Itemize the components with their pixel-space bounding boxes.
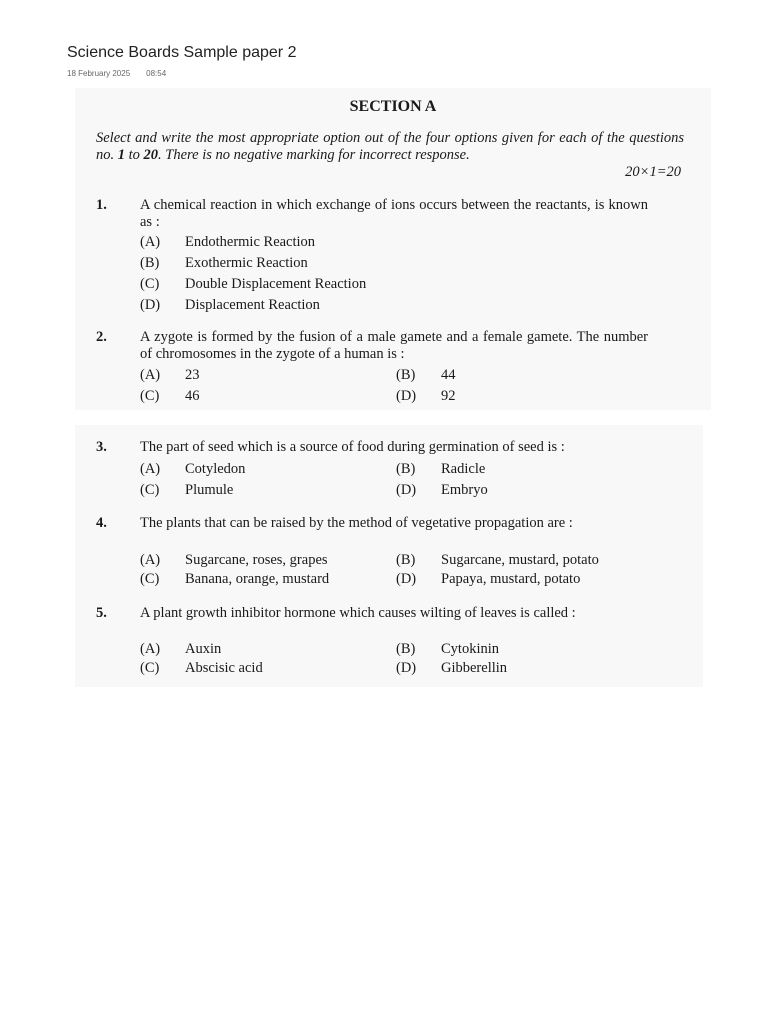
option-letter: (C) [140,388,160,404]
option-text: 92 [441,388,456,404]
option-text: Sugarcane, roses, grapes [185,552,328,568]
page-time: 08:54 [146,69,167,78]
option-text: Radicle [441,461,486,477]
question-text: A zygote is formed by the fusion of a male gamete and a female gamete. The number of chromosomes in the zygote of a human is : [140,329,648,362]
instructions-q-end: 20 [143,147,159,163]
option-letter: (B) [140,255,160,271]
option-text: Cytokinin [441,641,500,657]
question-text: The part of seed which is a source of food during germination of seed is : [140,439,565,455]
option-text: Embryo [441,482,488,498]
option-letter: (D) [396,660,417,676]
question-text: The plants that can be raised by the method of vegetative propagation are : [140,515,573,531]
option-letter: (A) [140,461,161,477]
option-text: Sugarcane, mustard, potato [441,552,599,568]
option-letter: (C) [140,571,160,587]
option-text: Gibberellin [441,660,508,676]
option-letter: (D) [396,388,417,404]
instructions-text: to [125,147,144,163]
option-letter: (C) [140,660,160,676]
question-image-block-2 [75,425,703,687]
question-number: 4. [96,515,107,531]
instructions-text: . There is no negative marking for incorrect response. [158,147,470,163]
option-letter: (B) [396,552,416,568]
option-text: Banana, orange, mustard [185,571,330,587]
option-letter: (A) [140,234,161,250]
question-image-block-1 [75,88,711,410]
question-number: 5. [96,605,107,621]
option-text: 44 [441,367,456,383]
instructions-text: Select and write the most appropriate option out of the four options given for each of the questions no. [96,130,684,163]
section-heading: SECTION A [349,98,437,115]
question-number: 3. [96,439,107,455]
page-date: 18 February 2025 [67,69,131,78]
option-text: Exothermic Reaction [185,255,308,271]
option-letter: (D) [396,482,417,498]
option-text: 23 [185,367,200,383]
page-meta [67,69,166,78]
option-letter: (C) [140,276,160,292]
option-letter: (C) [140,482,160,498]
option-text: 46 [185,388,200,404]
question-text: A plant growth inhibitor hormone which causes wilting of leaves is called : [140,605,576,621]
option-letter: (A) [140,552,161,568]
option-text: Auxin [185,641,222,657]
question-number: 2. [96,329,107,345]
option-letter: (A) [140,641,161,657]
option-letter: (A) [140,367,161,383]
option-text: Plumule [185,482,234,498]
option-text: Cotyledon [185,461,246,477]
question-text: A chemical reaction in which exchange of ions occurs between the reactants, is known as : [140,197,648,230]
option-letter: (B) [396,367,416,383]
option-letter: (B) [396,461,416,477]
option-letter: (D) [396,571,417,587]
option-letter: (D) [140,297,161,313]
option-text: Papaya, mustard, potato [441,571,581,587]
section-marks: 20×1=20 [625,164,681,180]
option-text: Displacement Reaction [185,297,320,313]
instructions-q-start: 1 [117,147,125,163]
page-title: Science Boards Sample paper 2 [67,44,297,61]
option-text: Endothermic Reaction [185,234,316,250]
option-text: Abscisic acid [185,660,263,676]
option-letter: (B) [396,641,416,657]
option-text: Double Displacement Reaction [185,276,367,292]
question-number: 1. [96,197,107,213]
section-instructions [96,130,684,164]
